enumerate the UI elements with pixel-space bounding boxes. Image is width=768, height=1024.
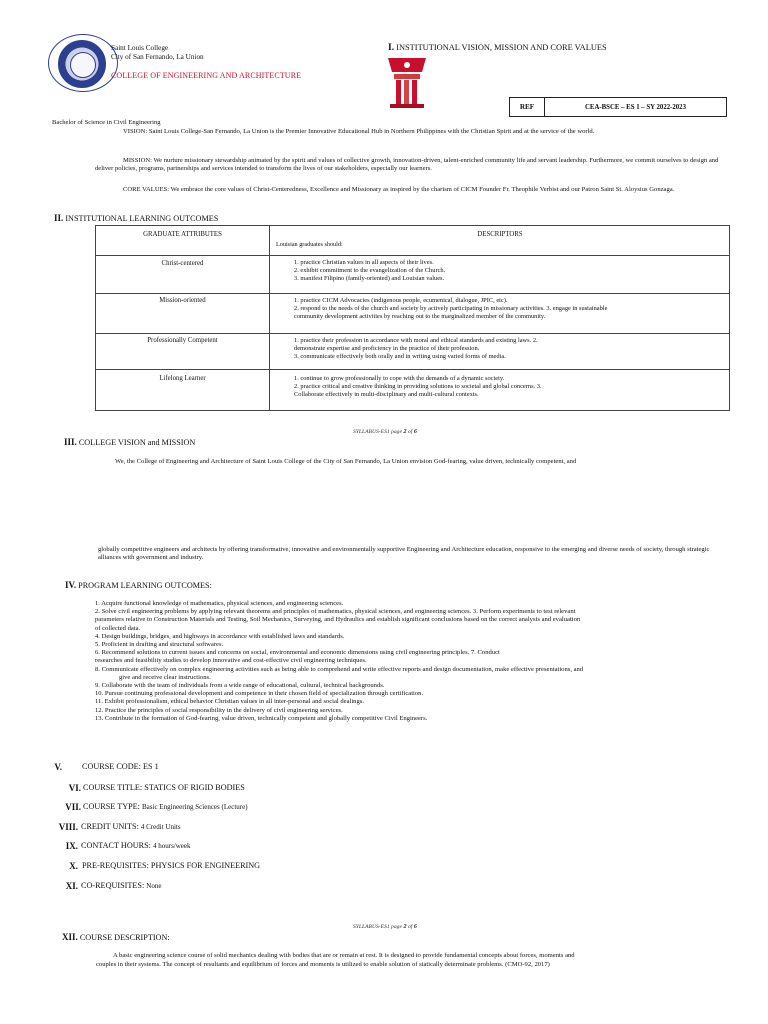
- footer-total: 6: [413, 428, 417, 435]
- ilo-descriptor-line: 2. practice critical and creative thinking in providing solutions to societal and global concerns. 3.: [294, 382, 542, 390]
- plo-item: 4. Design buildings, bridges, and highways in accordance with established laws and standards.: [95, 632, 345, 640]
- course-roman-5: [54, 762, 62, 773]
- doc-title: [388, 43, 607, 53]
- course-type: [83, 802, 248, 812]
- course-roman: XI.: [65, 881, 78, 891]
- ilo-descriptor-line: 3. manifest Filipino (family-oriented) and Louisian values.: [294, 274, 445, 282]
- co-requisites: [81, 881, 161, 891]
- course-roman: IX.: [65, 841, 78, 851]
- footer-page: 2: [403, 923, 407, 930]
- ilo-title: INSTITUTIONAL LEARNING OUTCOMES: [65, 214, 219, 223]
- course-roman-10: [69, 861, 78, 872]
- description-title: COURSE DESCRIPTION:: [79, 933, 170, 942]
- ilo-table: [95, 225, 730, 411]
- ilo-descriptor-line: 3. communicate effectively both orally and in writing using varied forms of media.: [294, 352, 506, 360]
- description-heading: [62, 932, 170, 943]
- college-vision-heading: [64, 437, 195, 448]
- ilo-attribute: Mission-oriented: [159, 297, 206, 304]
- course-roman: V.: [54, 762, 62, 772]
- course-value: Basic Engineering Sciences (Lecture): [142, 803, 248, 811]
- course-roman-8: [59, 822, 78, 833]
- ilo-col-attributes: GRADUATE ATTRIBUTES: [143, 231, 222, 238]
- plo-item: parameters relative to Construction Materials and Testing, Soil Mechanics, Surveying, and Hydraulics and establish significant conclusions based on the correct analysis and evaluation: [95, 616, 581, 624]
- course-value: 4 Credit Units: [140, 823, 181, 831]
- credit-units: [81, 822, 181, 832]
- course-roman: VIII.: [58, 822, 78, 832]
- ilo-attribute: Christ-centered: [161, 260, 204, 267]
- ilo-descriptors: [294, 375, 724, 399]
- course-label: COURSE CODE:: [82, 762, 141, 771]
- ilo-descriptors: [294, 259, 724, 283]
- ilo-descriptors: [294, 337, 724, 361]
- ilo-header-row: [96, 226, 729, 256]
- footer-of: of: [406, 429, 414, 435]
- college-vision-title: COLLEGE VISION and MISSION: [78, 438, 196, 447]
- description-line2: couples in their systems. The concept of resultants and equilibrium of forces and moments is utilized to enable solution of statically determinate problems. (CMO-92, 2017): [96, 961, 550, 968]
- ilo-row: [96, 370, 729, 412]
- ilo-descriptor-line: Collaborate effectively in multi-disciplinary and multi-cultural contexts.: [294, 390, 479, 398]
- plo-item: 2. Solve civil engineering problems by applying relevant theorems and principles of mathematics, physical sciences, and engineering sciences. 3. Perform experiments to test relevant: [95, 608, 576, 616]
- school-seal-logo: [58, 40, 106, 88]
- vision-text: VISION: Saint Louis College-San Fernando, La Union is the Premier Innovative Educational Hub in Northern Philippines with the Christian Spirit and at the service of the world.: [123, 128, 595, 135]
- page-footer: [353, 428, 417, 435]
- doc-title-roman: I.: [388, 43, 395, 53]
- description-line1: A basic engineering science course of solid mechanics dealing with bodies that are or remain at rest. It is designed to provide fundamental concepts about forces, moments and: [113, 952, 575, 959]
- ilo-descriptor-line: 2. respond to the needs of the church and society by actively participating in missionary activities. 3. engage in sustainable: [294, 304, 608, 312]
- course-label: CO-REQUISITES:: [81, 881, 145, 890]
- college-name: COLLEGE OF ENGINEERING AND ARCHITECTURE: [111, 71, 302, 80]
- plo-item: give and receive clear instructions.: [119, 673, 211, 681]
- footer-prefix: SYLLABUS-ES1 page: [353, 429, 404, 435]
- description-roman: XII.: [62, 932, 78, 942]
- footer-of: of: [406, 924, 414, 930]
- cea-logo-icon: [384, 54, 430, 110]
- footer-page: 2: [403, 428, 407, 435]
- program-name: Bachelor of Science in Civil Engineering: [52, 119, 161, 126]
- course-title: [83, 783, 245, 793]
- course-label: COURSE TYPE:: [83, 802, 140, 811]
- ilo-descriptors: [294, 297, 724, 321]
- course-value: None: [146, 882, 162, 890]
- course-roman: VII.: [65, 802, 81, 812]
- core-values-text: CORE VALUES: We embrace the core values of Christ-Centeredness, Excellence and Missionary as inspired by the charism of CICM Founder Fr. Theophile Verbist and our Patron Saint St. Aloysius Gonzaga.: [123, 186, 675, 193]
- ilo-row: [96, 256, 729, 294]
- course-value: ES 1: [142, 762, 159, 771]
- ilo-roman: II.: [54, 213, 64, 223]
- ilo-attribute: Professionally Competent: [147, 337, 218, 344]
- plo-item: 11. Exhibit professionalism, ethical behavior Christian values in all inter-personal and social dealings.: [95, 698, 364, 706]
- course-roman-6: [69, 783, 81, 794]
- course-roman-7: [65, 802, 81, 813]
- ilo-col-descriptors: DESCRIPTORS: [477, 231, 523, 238]
- school-city: City of San Fernando, La Union: [111, 53, 204, 61]
- course-value: PHYSICS FOR ENGINEERING: [150, 861, 261, 870]
- ilo-descriptor-line: 2. exhibit commitment to the evangelization of the Church.: [294, 266, 446, 274]
- ref-value: CEA-BSCE – ES 1 – SY 2022-2023: [585, 103, 686, 111]
- course-roman-9: [66, 841, 78, 852]
- pre-requisites: [82, 861, 260, 871]
- ref-table: [509, 97, 727, 117]
- ref-label: REF: [510, 98, 545, 116]
- plo-item: researches and feasibility studies to develop innovative and cost-effective civil engineering techniques.: [95, 657, 367, 665]
- plo-roman: IV.: [65, 580, 77, 590]
- course-roman: X.: [69, 861, 78, 871]
- college-vision-line2: globally competitive engineers and architects by offering transformative, innovative and environmentally supportive Engineering and Architecture education, responsive to the emerging and diverse needs of society, through strategic alliances with government and industry.: [98, 546, 710, 562]
- ilo-row: [96, 334, 729, 370]
- course-label: CREDIT UNITS:: [81, 822, 139, 831]
- plo-title: PROGRAM LEARNING OUTCOMES:: [78, 581, 212, 590]
- course-value: 4 hours/week: [152, 842, 191, 850]
- plo-item: 9. Collaborate with the team of individuals from a wide range of educational, cultural, technical backgrounds.: [95, 682, 385, 690]
- plo-item: 5. Proficient in drafting and structural softwares.: [95, 641, 224, 649]
- course-roman: VI.: [68, 783, 81, 793]
- plo-heading: [65, 580, 212, 591]
- course-label: PRE-REQUISITES:: [82, 861, 149, 870]
- ilo-descriptor-line: 1. practice CICM Advocacies (indigenous people, ecumenical, dialogue, JPIC, etc).: [294, 297, 508, 304]
- ilo-attribute: Lifelong Learner: [159, 375, 206, 382]
- footer-prefix: SYLLABUS-ES1 page: [353, 924, 404, 930]
- course-roman-11: [66, 881, 78, 892]
- ilo-descriptor-line: 1. practice Christian values in all aspects of their lives.: [294, 259, 434, 266]
- plo-item: of collected data.: [95, 624, 141, 632]
- ilo-row: [96, 294, 729, 334]
- course-label: COURSE TITLE:: [83, 783, 143, 792]
- footer-total: 6: [413, 923, 417, 930]
- college-vision-line1: We, the College of Engineering and Architecture of Saint Louis College of the City of San Fernando, La Union envision God-fearing, value driven, technically competent, and: [115, 458, 577, 465]
- plo-item: 8. Communicate effectively on complex engineering activities such as being able to comprehend and write effective reports and design documentation, make effective presentations, and: [95, 665, 584, 673]
- page-footer: [353, 923, 417, 930]
- plo-item: 1. Acquire functional knowledge of mathematics, physical sciences, and engineering sciences.: [95, 600, 344, 607]
- ilo-descriptor-line: 1. continue to grow professionally to cope with the demands of a dynamic society.: [294, 375, 505, 382]
- school-name: Saint Louis College: [111, 44, 169, 52]
- plo-item: 6. Recommend solutions to current issues and concerns on social, environmental and economic dimensions using civil engineering principles. 7. Conduct: [95, 649, 500, 657]
- ilo-descriptor-line: community development activities by reaching out to the marginalized member of the community.: [294, 312, 546, 320]
- ilo-heading: [54, 213, 218, 224]
- course-value: STATICS OF RIGID BODIES: [144, 783, 245, 792]
- ilo-descriptor-line: 1. practice their profession in accordance with moral and ethical standards and existing laws. 2.: [294, 337, 538, 344]
- course-code: [82, 762, 159, 772]
- doc-title-text: INSTITUTIONAL VISION, MISSION AND CORE VALUES: [396, 43, 607, 52]
- plo-item: 10. Pursue continuing professional development and competence in their chosen field of specialization through certification.: [95, 690, 424, 698]
- college-vision-roman: III.: [64, 437, 77, 447]
- ilo-intro: Louisian graduates should:: [276, 241, 343, 248]
- plo-item: 12. Practice the principles of social responsibility in the delivery of civil engineering services.: [95, 706, 343, 714]
- course-label: CONTACT HOURS:: [81, 841, 151, 850]
- plo-item: 13. Contribute in the formation of God-fearing, value driven, technically competent and globally competitive Civil Engineers.: [95, 714, 428, 722]
- mission-text: MISSION: We nurture missionary stewardship animated by the spirit and values of collective growth, innovation-driven, talent-enriched community life and servant leadership. Furthermore, we commit ourselves to design and deliver policies, programs, partnerships and services intended to transform the lives of our stakeholders, especially our learners.: [95, 157, 719, 173]
- ilo-descriptor-line: demonstrate expertise and proficiency in the practice of their profession.: [294, 344, 480, 352]
- contact-hours: [81, 841, 191, 851]
- plo-list: [95, 600, 725, 723]
